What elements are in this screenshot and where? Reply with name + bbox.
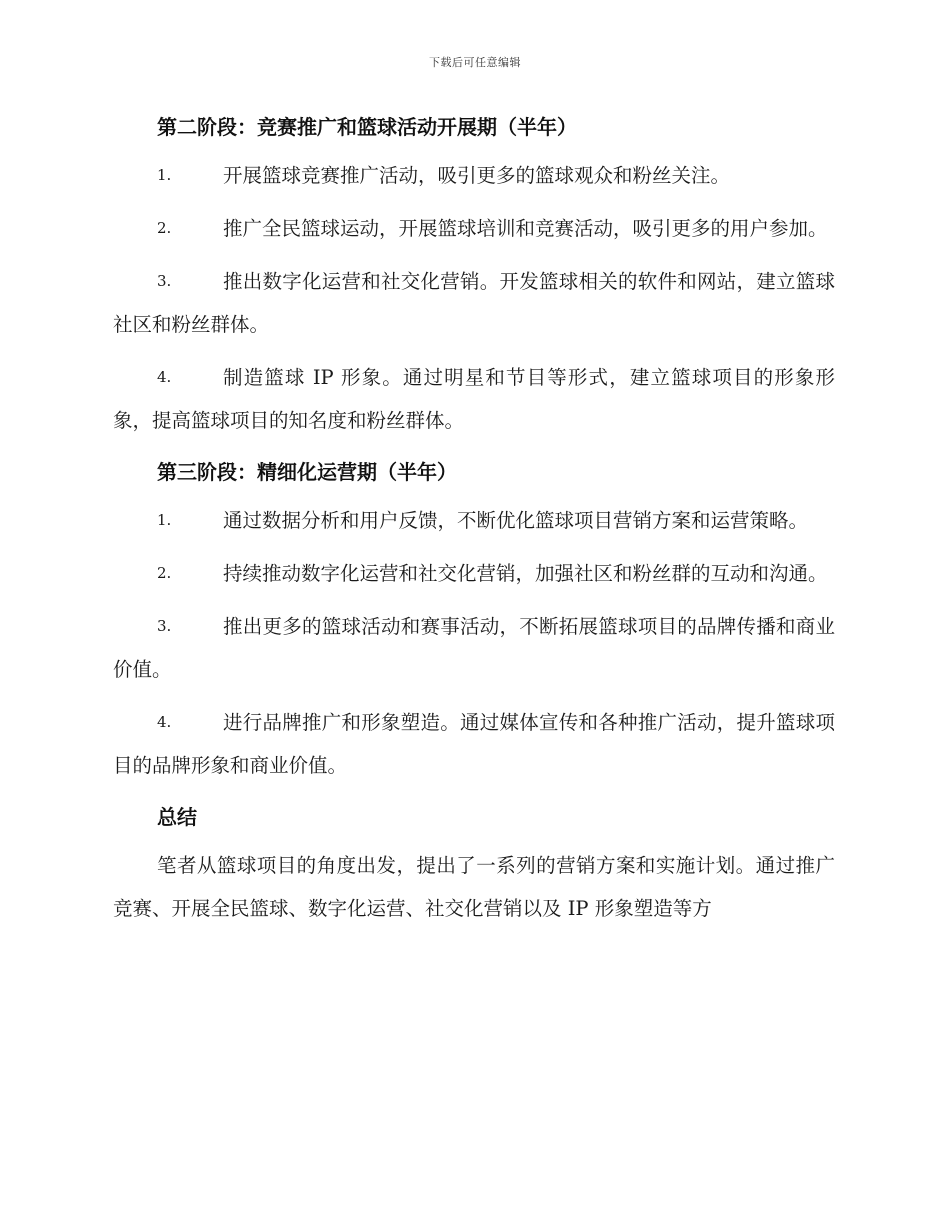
list-item-number: 1.	[157, 511, 172, 529]
list-item-number: 2.	[157, 564, 172, 582]
list-item-text: 进行品牌推广和形象塑造。通过媒体宣传和各种推广活动，提升篮球项目的品牌形象和商业价值。	[113, 711, 835, 777]
list-item-text: 推出数字化运营和社交化营销。开发篮球相关的软件和网站，建立篮球社区和粉丝群体。	[113, 270, 835, 336]
list-item-text: 推出更多的篮球活动和赛事活动，不断拓展篮球项目的品牌传播和商业价值。	[113, 615, 835, 681]
list-item	[113, 701, 835, 787]
list-item-number: 2.	[157, 219, 172, 237]
section-summary	[113, 800, 835, 930]
list-item	[113, 552, 835, 595]
list-item-number: 1.	[157, 166, 172, 184]
list-item	[113, 605, 835, 691]
summary-paragraph: 笔者从篮球项目的角度出发，提出了一系列的营销方案和实施计划。通过推广竞赛、开展全民篮球、数字化运营、社交化营销以及 IP 形象塑造等方	[113, 854, 835, 920]
list-item-text: 推广全民篮球运动，开展篮球培训和竞赛活动，吸引更多的用户参加。	[223, 217, 828, 240]
list-item-number: 3.	[157, 272, 172, 290]
section-stage-three	[113, 455, 835, 787]
list-item-text: 持续推动数字化运营和社交化营销，加强社区和粉丝群的互动和沟通。	[223, 562, 828, 585]
summary-heading: 总结	[157, 805, 197, 829]
list-item	[113, 356, 835, 442]
list-item-number: 4.	[157, 713, 172, 731]
section-heading: 第三阶段：精细化运营期（半年）	[157, 460, 457, 484]
page-header: 下载后可任意编辑	[429, 56, 521, 69]
list-item	[113, 207, 835, 250]
list-item	[113, 260, 835, 346]
list-item	[113, 499, 835, 542]
list-item-text: 通过数据分析和用户反馈，不断优化篮球项目营销方案和运营策略。	[223, 509, 809, 532]
list-item-text: 开展篮球竞赛推广活动，吸引更多的篮球观众和粉丝关注。	[223, 164, 731, 187]
section-stage-two	[113, 110, 835, 442]
list-item	[113, 154, 835, 197]
section-heading: 第二阶段：竞赛推广和篮球活动开展期（半年）	[157, 115, 577, 139]
document-body	[113, 110, 835, 930]
list-item-number: 3.	[157, 617, 172, 635]
list-item-text: 制造篮球 IP 形象。通过明星和节目等形式，建立篮球项目的形象形象，提高篮球项目的知名度和粉丝群体。	[113, 366, 835, 432]
list-item-number: 4.	[157, 368, 172, 386]
